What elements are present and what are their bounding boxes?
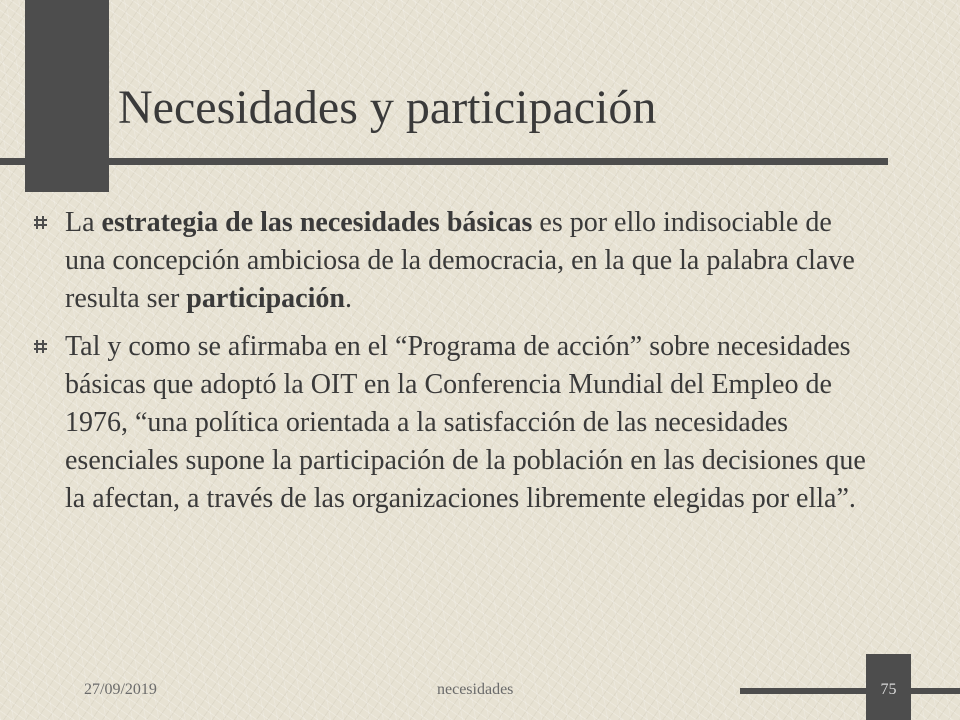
footer-rule — [740, 688, 960, 694]
bullet-list — [34, 204, 870, 528]
hash-grid-icon — [34, 340, 47, 353]
title-underline-rule — [0, 158, 888, 165]
hash-grid-icon — [34, 216, 47, 229]
bullet-text-middle: es por ello indisociable de una concepción ambiciosa de la democracia, en la que la palabra clave resulta ser — [65, 207, 855, 314]
footer-topic: necesidades — [437, 681, 514, 698]
bullet-bold-strategy: estrategia de las necesidades básicas — [101, 207, 533, 238]
page-number: 75 — [880, 681, 897, 698]
slide-title: Necesidades y participación — [118, 81, 657, 134]
footer-date: 27/09/2019 — [84, 681, 157, 698]
bullet-item-strategy — [34, 204, 870, 318]
bullet-bold-participation: participación — [186, 283, 345, 314]
bullet-item-program — [34, 328, 870, 518]
bullet-text-end: . — [344, 283, 352, 314]
bullet-text-program: Tal y como se afirmaba en el “Programa de acción” sobre necesidades básicas que adoptó la OIT en la Conferencia Mundial del Empleo de 1976, “una política orientada a la satisfacción de las necesidades esenciales supone la participación de la población en las decisiones que la afectan, a través de las organizaciones libremente elegidas por ella”. — [65, 331, 866, 514]
bullet-text-lead: La — [65, 207, 102, 238]
